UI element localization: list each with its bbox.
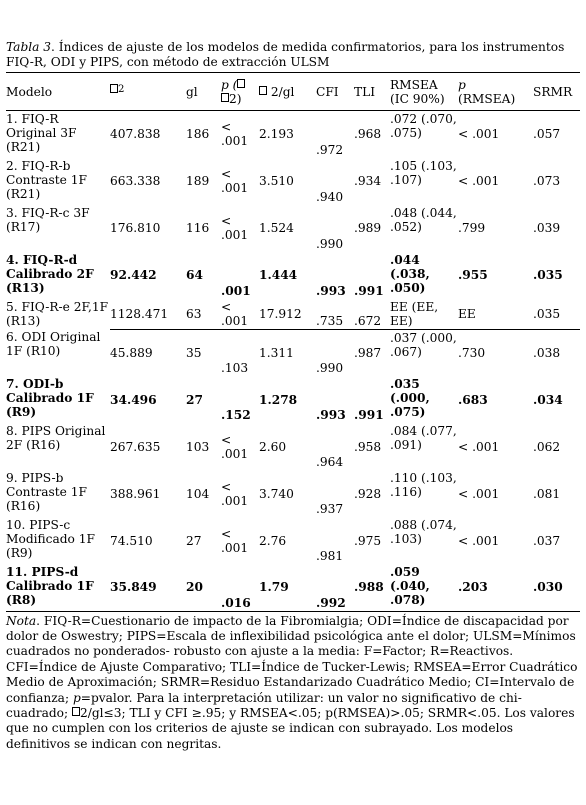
header-tli: TLI [354,84,376,99]
cell-gl: 27 [186,533,202,548]
header-chi2gl [259,73,316,111]
header-modelo: Modelo [6,84,53,99]
cell-chi2gl: 1.444 [259,268,298,282]
cell-rmsea: .035 (.000, .075) [390,377,430,419]
chi-square-glyph-icon [110,84,118,93]
cell-tli: .672 [354,299,390,330]
cell-srmr: .039 [533,221,561,235]
cell-p: < .001 [221,214,249,242]
header-chi2 [110,73,186,111]
header-rmsea [390,73,458,111]
cell-chi2: 176.810 [110,221,161,235]
cell-tli: .975 [354,533,382,548]
cell-gl: 189 [186,174,210,188]
note-p-symbol: p [72,690,81,705]
cell-cfi: .964 [316,455,344,469]
cell-gl: 20 [186,580,203,595]
cell-chi2gl: 1.311 [259,345,294,360]
chi-glyph-icon [259,86,267,95]
cell-tli: .968 [354,127,382,142]
cell-rmsea: .110 (.103, .116) [390,471,457,499]
cell-cfi: .940 [316,189,344,204]
cell-prmsea: < .001 [458,439,500,454]
cell-chi2: 388.961 [110,486,161,501]
cell-chi2gl: 3.510 [259,174,294,188]
cell-modelo: 10. PIPS-c Modificado 1F (R9) [6,518,95,560]
cell-cfi: .735 [316,299,354,330]
cell-prmsea: < .001 [458,533,500,548]
cell-p: < .001 [221,479,249,508]
cell-modelo: 9. PIPS-b Contraste 1F (R16) [6,471,87,513]
cell-modelo: 4. FIQ-R-d Calibrado 2F (R13) [6,252,94,295]
cell-p: .103 [221,361,249,375]
cell-chi2: 1128.471 [110,299,186,330]
note-part1: . FIQ-R=Cuestionario de impacto de la Fibromialgia; ODI=Índice de discapacidad por dolor de Oswestry; PIPS=Escala de inflexibilidad psicológica ante el dolor; ULSM=Mínimos cuadrados no ponderados- robusto con ajuste a la media: F=Factor; R=Reactivos. CFI=Índice de Ajuste Comparativo; TLI=Índice de Tucker-Lewis; RMSEA=Error Cuadrático Medio de Aproximación; SRMR=Residuo Estandarizado Cuadrático Medio; CI=Intervalo de confianza; [6,613,578,705]
header-chi2-text: 2 [118,83,125,95]
cell-p: < .001 [221,432,249,461]
cell-p: < .001 [221,120,249,149]
table-row [6,470,580,517]
cell-tli: .991 [354,408,384,422]
table-row [6,517,580,564]
cell-rmsea: .037 (.000, .067) [390,330,457,359]
cell-chi2gl: 2.76 [259,533,287,548]
cell-srmr: .034 [533,392,563,407]
cell-srmr: .062 [533,439,561,454]
cell-cfi: .993 [316,408,346,422]
cell-srmr: .073 [533,174,561,188]
cell-chi2: 663.338 [110,174,161,188]
cell-modelo: 2. FIQ-R-b Contraste 1F (R21) [6,158,87,201]
cell-gl: 116 [186,221,210,235]
cell-cfi: .992 [316,595,346,610]
cell-gl: 63 [186,299,221,330]
cell-modelo: 6. ODI Original 1F (R10) [6,330,101,358]
header-p [221,73,259,111]
cell-prmsea: .203 [458,580,488,595]
cell-chi2gl: 3.740 [259,486,294,501]
cell-rmsea: .105 (.103, .107) [390,158,457,187]
cell-modelo: 11. PIPS-d Calibrado 1F (R8) [6,565,94,607]
header-p-line1: p ( [221,77,238,92]
cell-gl: 103 [186,439,210,454]
cell-gl: 35 [186,345,202,360]
cell-chi2: 34.496 [110,392,157,407]
cell-modelo: 5. FIQ-R-e 2F,1F (R13) [6,299,109,328]
cell-prmsea: EE [458,299,533,330]
header-prmsea-line1: p [458,77,466,92]
cell-modelo: 8. PIPS Original 2F (R16) [6,424,106,452]
header-gl: gl [186,84,198,99]
cell-srmr: .035 [533,299,580,330]
caption-label: Tabla 3 [6,40,52,54]
table-row [6,158,580,205]
cell-cfi: .981 [316,549,344,563]
cell-prmsea: < .001 [458,127,500,142]
chi-glyph-icon [237,79,245,88]
cell-tli: .987 [354,345,382,360]
cell-tli: .989 [354,221,382,235]
cell-rmsea: .048 (.044, .052) [390,205,457,234]
table-row-definitive [6,564,580,611]
cell-rmsea: .059 (.040, .078) [390,565,430,607]
caption-text: . Índices de ajuste de los modelos de medida confirmatorios, para los instrumentos FIQ-R, ODI y PIPS, con método de extracción ULSM [6,40,565,69]
cell-rmsea: .084 (.077, .091) [390,424,457,452]
header-chi2gl-text: 2/gl [270,84,295,99]
table-row-definitive [6,252,580,299]
cell-cfi: .990 [316,236,344,251]
header-prmsea-line2: (RMSEA) [458,91,516,106]
cell-p: .001 [221,283,251,298]
cell-prmsea: < .001 [458,486,500,501]
cell-chi2gl: 1.278 [259,392,298,407]
cell-chi2: 407.838 [110,127,161,142]
cell-chi2gl: 2.60 [259,439,287,454]
note-part2: 2/gl≤3; TLI y CFI ≥.95; y RMSEA<.05; p(RMSEA)>.05; SRMR<.05. Los valores que no cumplen con los criterios de ajuste se indican con subrayado. Los modelos definitivos se indican con negritas. [6,705,575,751]
cell-gl: 186 [186,127,210,142]
cell-srmr: .057 [533,127,561,142]
cell-modelo: 7. ODI-b Calibrado 1F (R9) [6,377,94,419]
cell-p: < .001 [221,167,249,195]
header-srmr: SRMR [533,84,573,99]
cell-chi2gl: 1.524 [259,221,294,235]
note-label: Nota [6,613,37,628]
cell-rmsea: .072 (.070, .075) [390,112,457,140]
cell-tli: .934 [354,174,382,188]
table-note [6,614,580,753]
cell-cfi: .990 [316,361,344,375]
cell-prmsea: .730 [458,345,486,360]
cell-rmsea: .044 (.038, .050) [390,252,430,295]
cell-p: .152 [221,408,251,422]
header-rmsea-line2: (IC 90%) [390,91,445,106]
cell-chi2: 92.442 [110,268,157,282]
cell-chi2: 45.889 [110,345,153,360]
cell-p: < .001 [221,526,249,555]
cell-prmsea: < .001 [458,174,500,188]
cell-tli: .958 [354,439,382,454]
table-row [6,205,580,252]
cell-chi2: 35.849 [110,580,157,595]
cell-prmsea: .955 [458,268,488,282]
cell-srmr: .038 [533,345,561,360]
header-rmsea-line1: RMSEA [390,77,438,92]
cell-chi2: 74.510 [110,533,153,548]
table-row-definitive [6,376,580,423]
table-row [6,299,580,330]
cell-rmsea: .088 (.074, .103) [390,518,457,546]
note-p-rest: =pvalor. Para la interpretación utilizar: un valor no significativo de chi-cuadrado; [6,690,522,720]
header-p-line2: 2) [229,91,242,106]
cell-cfi: .972 [316,142,344,157]
table-row [6,423,580,470]
cell-srmr: .030 [533,580,563,595]
cell-modelo: 1. FIQ-R Original 3F (R21) [6,112,77,154]
header-row [6,73,580,111]
cell-p: .016 [221,595,251,610]
table-caption [6,40,580,70]
chi-glyph-icon [72,707,80,716]
fit-indices-table [6,72,580,612]
cell-gl: 104 [186,486,210,501]
cell-prmsea: .799 [458,221,486,235]
cell-tli: .928 [354,486,382,501]
cell-prmsea: .683 [458,392,488,407]
cell-tli: .988 [354,580,384,595]
table-row [6,111,580,158]
cell-modelo: 3. FIQ-R-c 3F (R17) [6,205,90,234]
cell-cfi: .993 [316,283,346,298]
table-row [6,329,580,376]
header-prmsea [458,73,533,111]
cell-rmsea: EE (EE, EE) [390,299,458,330]
cell-chi2gl: 1.79 [259,580,289,595]
cell-chi2gl: 2.193 [259,127,294,142]
cell-p: < .001 [221,299,259,330]
cell-chi2: 267.635 [110,439,161,454]
cell-srmr: .081 [533,486,561,501]
cell-chi2gl: 17.912 [259,299,316,330]
header-cfi: CFI [316,84,339,99]
chi-glyph-icon [221,93,229,102]
cell-tli: .991 [354,283,384,298]
cell-srmr: .037 [533,533,561,548]
cell-gl: 27 [186,392,203,407]
cell-srmr: .035 [533,268,563,282]
cell-gl: 64 [186,268,203,282]
cell-cfi: .937 [316,502,344,516]
